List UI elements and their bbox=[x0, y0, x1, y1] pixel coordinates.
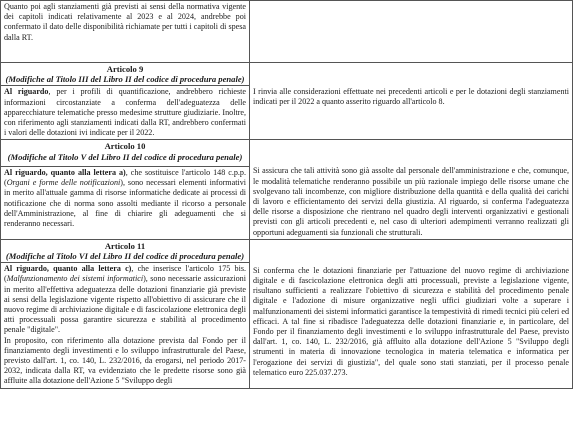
commentary-italic: Malfunzionamento dei sistemi informatici bbox=[6, 274, 144, 284]
article-10-response-cell bbox=[250, 140, 573, 239]
response-text: Si assicura che tali attività sono già assolte dal personale dell'amministrazione e che, comunque, le modalità telematiche renderanno possibile un più razionale impiego delle risorse umane che svolgevano tali incombenze, con migliore distribuzione della quantità e della qualità dei carichi di lavoro e efficientamento dei servizi della giustizia. Al riguardo, si conferma l'adeguatezza delle risorse a disposizione che rientrano nel quadro degli interventi organizzativi e gestionali previsti con gli articoli precedenti e, nel caso di ulteriori adempimenti verranno realizzati gli opportuni adeguamenti sia funzionali che strutturali. bbox=[253, 166, 569, 237]
commentary-italic: Organi e forme delle notificazioni bbox=[6, 178, 121, 188]
article-11-header-row bbox=[1, 239, 573, 262]
intro-empty-cell bbox=[250, 1, 573, 63]
intro-text: Quanto poi agli stanziamenti già previsti ai sensi della normativa vigente dei capitoli indicati relativamente al 2023 e al 2024, andrebbe poi confermato il dato delle disponibilità richiamate per tutti i capitoli di spesa dalla RT. bbox=[4, 2, 246, 42]
article-10-header-row bbox=[1, 140, 573, 167]
commentary-text: ), sono necessarie assicurazioni in merito all'effettiva adeguatezza delle dotazioni finanziarie già previste ai sensi della legislazione vigente rispetto all'obiettivo di assicurare che il nuovo regime di archiviazione digitale e di fascicolazione elettronica degli atti processuali possa garantire sicurezza e stabilità al procedimento penale "digitale". bbox=[4, 274, 246, 335]
commentary-text-continued: In proposito, con riferimento alla dotazione prevista dal Fondo per il finanziamento degli investimenti e lo sviluppo infrastrutturale del Paese, previsto dall'art. 1, co. 140, L. 232/2016, da erogarsi, nel periodo 2017-2032, indicata dalla RT, va evidenziato che le predette risorse sono già affluite alla dotazione dell'Azione 5 "Sviluppo degli bbox=[4, 335, 246, 386]
article-9-commentary-cell bbox=[1, 86, 250, 140]
article-11-response-cell bbox=[250, 239, 573, 388]
article-11-commentary-cell bbox=[1, 263, 250, 388]
article-subtitle: (Modifiche al Titolo V del Libro II del codice di procedura penale) bbox=[7, 151, 243, 162]
commentary-text: , per i profili di quantificazione, andrebbero richieste informazioni circostanziate a conferma dell'adeguatezza delle apparecchiature telematiche presso medesime strutture giudiziarie. Inoltre, con riferimento agli stanziamenti indicati dalla RT, andrebbero confermati i valori delle dotazioni ivi indicate per il 2022. bbox=[4, 87, 246, 138]
intro-row bbox=[1, 1, 573, 63]
article-title: Articolo 11 bbox=[104, 240, 146, 251]
commentary-text: ), sono necessari elementi informativi in merito all'attuale gamma di risorse informatiche dedicate ai processi di notificazione che di norma sono assolti mediante il ricorso a personale dell'Amministrazione, al fine di chiarire gli adeguamenti che si renderanno necessari. bbox=[4, 178, 246, 228]
article-title: Articolo 10 bbox=[104, 141, 146, 152]
article-subtitle: (Modifiche al Titolo III del Libro II del codice di procedura penale) bbox=[5, 74, 245, 85]
article-10-commentary-cell bbox=[1, 166, 250, 239]
response-text: I rinvia alle considerazioni effettuate nei precedenti articoli e per le dotazioni degli stanziamenti indicati per il 2022 a quanto asserito riguardo all'articolo 8. bbox=[253, 87, 569, 107]
article-9-header bbox=[1, 63, 250, 86]
response-text: Si conferma che le dotazioni finanziarie per l'attuazione del nuovo regime di archiviazione digitale e di fascicolazione elettronica degli atti processuali, previste a legislazione vigente, risultano sufficienti a realizzare l'obiettivo di sicurezza e stabilità del procedimento penale digitale e l'adozione di misure organizzative negli uffici giudiziari volte a superare i malfunzionamenti dei sistemi informatici garantisce la tempestività di rimedi tecnici più celeri ed efficaci. A tal fine si ribadisce l'adeguatezza delle dotazioni finanziarie e, in particolare, del Fondo per il finanziamento degli investimenti e lo sviluppo infrastrutturale del Paese, previsto dall'art. 1, co. 140, L. 232/2016, già affluito alla dotazione dell'Azione 5 "Sviluppo degli strumenti in materia di innovazione tecnologica in materia telematica e informatica per l'erogazione dei servizi di giustizia", del quale sono stati stanziati, per il processo penale telematico euro 225.037.273. bbox=[253, 265, 569, 377]
commentary-lead: Al riguardo, quanto alla lettera c) bbox=[4, 264, 132, 274]
article-subtitle: (Modifiche al Titolo VI del Libro II del codice di procedura penale) bbox=[5, 251, 245, 262]
commentary-lead: Al riguardo, quanto alla lettera a) bbox=[4, 167, 126, 177]
article-title: Articolo 9 bbox=[106, 64, 144, 74]
article-11-header bbox=[1, 239, 250, 262]
article-9-header-row bbox=[1, 63, 573, 86]
intro-cell bbox=[1, 1, 250, 63]
commentary-lead: Al riguardo bbox=[4, 87, 49, 97]
article-10-header bbox=[1, 140, 250, 167]
commentary-pre: , che inserisce l'articolo 175 bis. ( bbox=[4, 264, 246, 284]
commentary-pre: , che sostituisce l'articolo 148 c.p.p. ( bbox=[4, 167, 247, 188]
article-9-response-cell bbox=[250, 63, 573, 140]
